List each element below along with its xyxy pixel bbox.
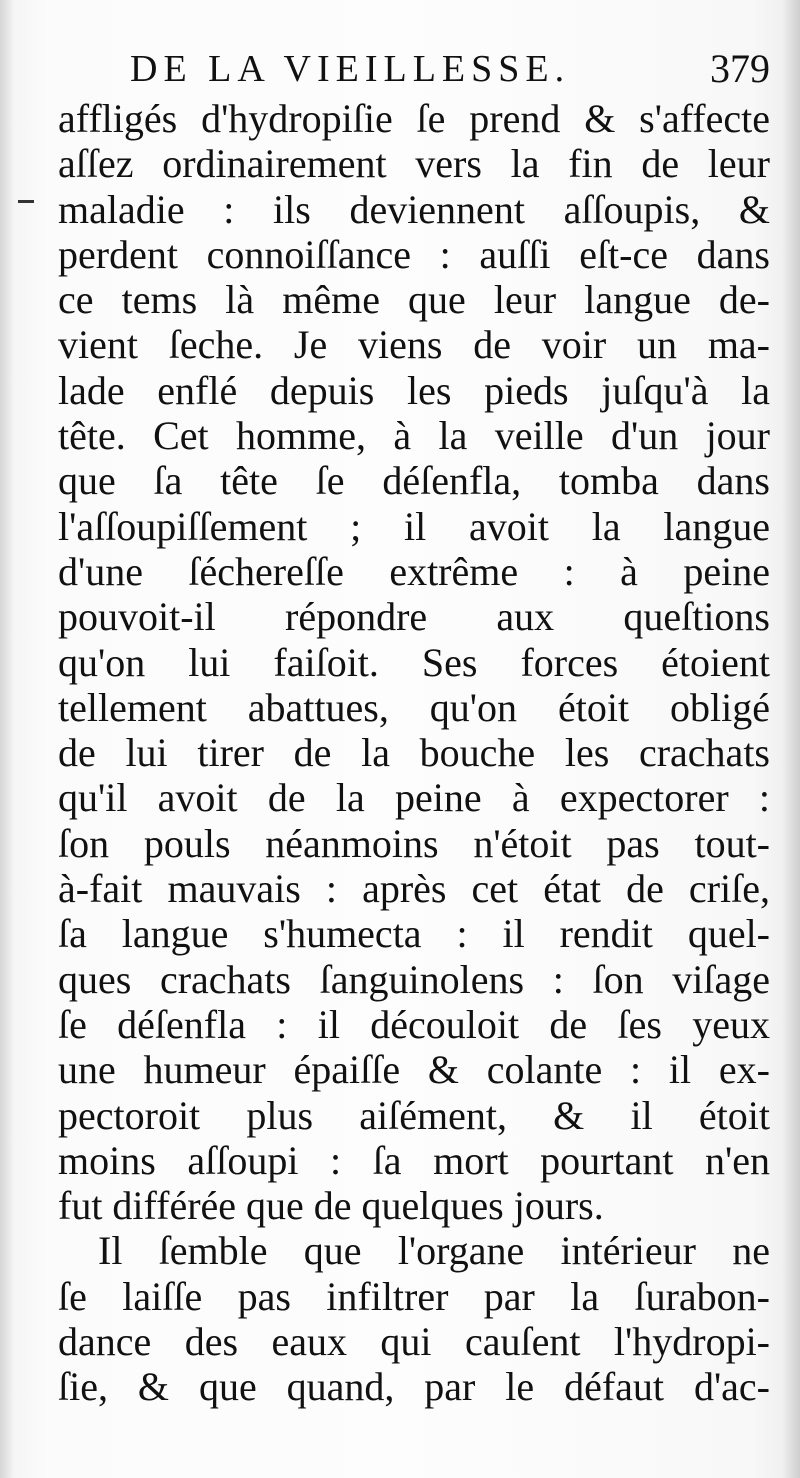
- text-line: que ſa tête ſe déſenfla, tomba dans: [58, 458, 770, 504]
- text-line: une humeur épaiſſe & colante : il ex-: [58, 1047, 770, 1093]
- body-text: [58, 96, 770, 1410]
- margin-mark: [18, 200, 34, 203]
- text-line: qu'il avoit de la peine à expectorer :: [58, 775, 770, 821]
- text-line: ſe déſenfla : il découloit de ſes yeux: [58, 1001, 770, 1047]
- text-line: affligés d'hydropiſie ſe prend & s'affecte: [58, 96, 770, 141]
- text-line: de lui tirer de la bouche les crachats: [58, 730, 770, 776]
- text-line: qu'on lui faiſoit. Ses forces étoient: [58, 639, 770, 685]
- page-edge-shadow: [782, 0, 800, 1478]
- text-line: ce tems là même que leur langue de-: [58, 277, 770, 323]
- text-line: lade enflé depuis les pieds juſqu'à la: [58, 367, 770, 413]
- text-line: dance des eaux qui cauſent l'hydropi-: [58, 1319, 770, 1365]
- running-title: DE LA VIEILLESSE.: [130, 48, 571, 90]
- running-head: [130, 44, 770, 94]
- paragraph-end-line: fut différée que de quelques jours.: [58, 1183, 604, 1229]
- page-gutter-shadow: [0, 0, 14, 1478]
- text-line: tellement abattues, qu'on étoit obligé: [58, 684, 770, 730]
- text-line: pectoroit plus aiſément, & il étoit: [58, 1092, 770, 1138]
- text-line: ſon pouls néanmoins n'étoit pas tout-: [58, 820, 770, 866]
- text-line: vient ſeche. Je viens de voir un ma-: [58, 322, 770, 368]
- text-line: tête. Cet homme, à la veille d'un jour: [58, 413, 770, 459]
- text-line: ſa langue s'humecta : il rendit quel-: [58, 911, 770, 957]
- paragraph-start-line: Il ſemble que l'organe intérieur ne: [98, 1228, 770, 1274]
- text-line: ſe laiſſe pas infiltrer par la ſurabon-: [58, 1273, 770, 1319]
- text-line: maladie : ils deviennent aſſoupis, &: [58, 186, 770, 232]
- page-number: 379: [710, 46, 770, 91]
- text-line: ques crachats ſanguinolens : ſon viſage: [58, 956, 770, 1002]
- text-line: l'aſſoupiſſement ; il avoit la langue: [58, 503, 770, 549]
- text-line: perdent connoiſſance : auſſi eſt-ce dans: [58, 231, 770, 277]
- text-line: ſie, & que quand, par le défaut d'ac-: [58, 1364, 770, 1410]
- text-line: d'une ſéchereſſe extrême : à peine: [58, 548, 770, 594]
- text-line: moins aſſoupi : ſa mort pourtant n'en: [58, 1137, 770, 1183]
- text-line: aſſez ordinairement vers la fin de leur: [58, 141, 770, 187]
- text-line: pouvoit-il répondre aux queſtions: [58, 594, 770, 640]
- text-line: à-fait mauvais : après cet état de criſe,: [58, 866, 770, 912]
